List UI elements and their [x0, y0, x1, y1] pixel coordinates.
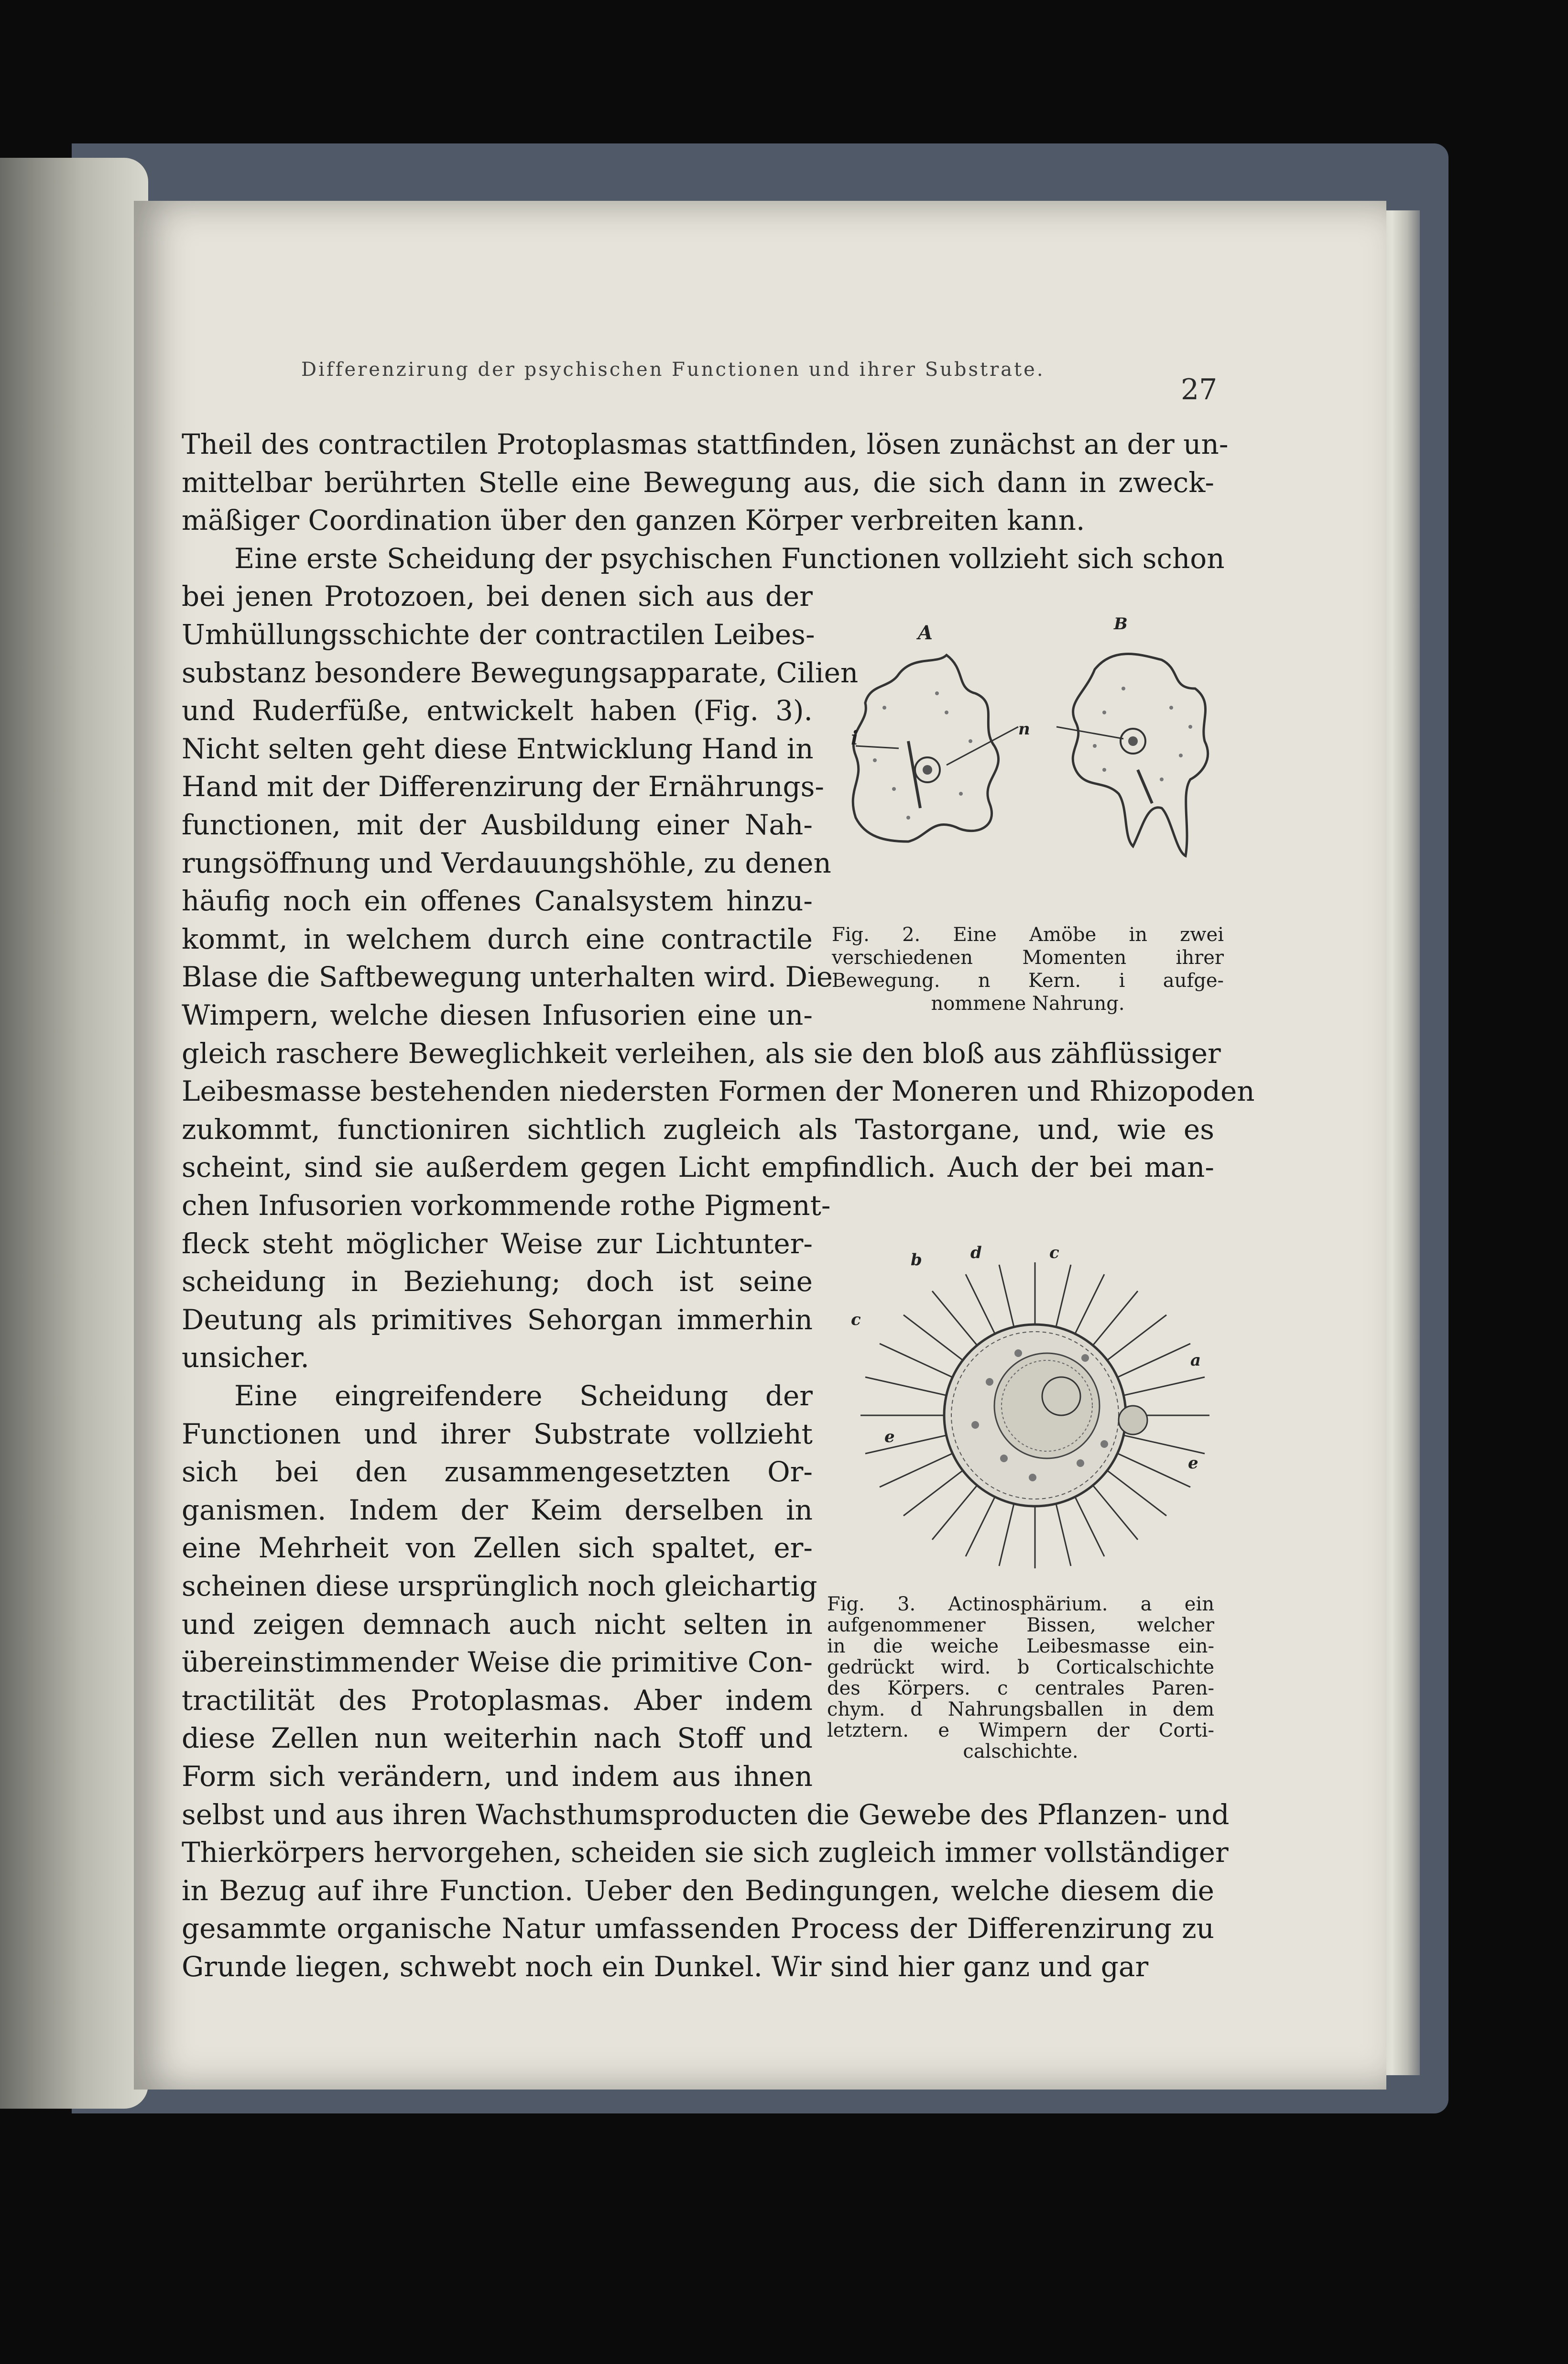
text-line: Eine eingreifendere Scheidung der	[234, 1379, 813, 1412]
text-line: sich bei den zusammengesetzten Or-	[182, 1456, 813, 1488]
text-line: Thierkörpers hervorgehen, scheiden sie sich zugleich immer vollständiger	[182, 1836, 1229, 1869]
page-number: 27	[1181, 373, 1218, 406]
fig3-label-e-left: e	[884, 1427, 895, 1446]
text-line: Form sich verändern, und indem aus ihnen	[182, 1760, 813, 1793]
text-line: Blase die Saftbewegung unterhalten wird. Die	[182, 961, 833, 994]
text-line: und zeigen demnach auch nicht selten in	[182, 1608, 813, 1641]
text-line: Deutung als primitives Sehorgan immerhin	[182, 1303, 813, 1336]
text-line: Grunde liegen, schwebt noch ein Dunkel. Wir sind hier ganz und gar	[182, 1950, 1149, 1983]
fig3-caption-line: letztern. e Wimpern der Corti-	[827, 1719, 1214, 1741]
text-line: in Bezug auf ihre Function. Ueber den Bedingungen, welche diesem die	[182, 1874, 1214, 1907]
fig3-label-a: a	[1190, 1351, 1201, 1370]
running-head: Differenzirung der psychischen Functionen und ihrer Substrate.	[301, 359, 1045, 381]
text-line: scheidung in Beziehung; doch ist seine	[182, 1265, 813, 1298]
fig3-label-e-right: e	[1188, 1454, 1198, 1473]
amoeba-b-outline	[1073, 654, 1208, 856]
text-line: Eine erste Scheidung der psychischen Functionen vollzieht sich schon	[234, 542, 1225, 575]
text-line: gesammte organische Natur umfassenden Process der Differenzirung zu	[182, 1912, 1214, 1945]
fig2-label-b: B	[1114, 614, 1128, 634]
text-line: Umhüllungsschichte der contractilen Leibes-	[182, 618, 815, 651]
fig2-label-a: A	[918, 622, 933, 644]
fig3-label-d: d	[970, 1243, 982, 1262]
fig2-caption-line: verschiedenen Momenten ihrer	[832, 947, 1224, 969]
fig3-label-b: b	[911, 1250, 922, 1270]
text-line: rungsöffnung und Verdauungshöhle, zu denen	[182, 846, 831, 879]
text-line: kommt, in welchem durch eine contractile	[182, 922, 813, 955]
fig3-caption-line: in die weiche Leibesmasse ein-	[827, 1635, 1214, 1657]
text-line: eine Mehrheit von Zellen sich spaltet, er-	[182, 1532, 813, 1565]
figure-2-amoeba-drawing	[837, 636, 1233, 923]
text-line: fleck steht möglicher Weise zur Lichtunter-	[182, 1227, 813, 1260]
text-line: diese Zellen nun weiterhin nach Stoff und	[182, 1722, 813, 1755]
text-line: substanz besondere Bewegungsapparate, Cilien	[182, 656, 859, 689]
fig2-caption-line: nommene Nahrung.	[931, 993, 1125, 1015]
text-line: Hand mit der Differenzirung der Ernährungs-	[182, 770, 824, 803]
fig2-label-n: n	[1018, 720, 1030, 739]
text-line: scheinen diese ursprünglich noch gleichartig	[182, 1570, 817, 1602]
text-line: häufig noch ein offenes Canalsystem hinzu-	[182, 885, 813, 918]
text-line: scheint, sind sie außerdem gegen Licht empfindlich. Auch der bei man-	[182, 1151, 1214, 1184]
fig3-caption-line: des Körpers. c centrales Paren-	[827, 1677, 1214, 1699]
text-line: Wimpern, welche diesen Infusorien eine un-	[182, 999, 813, 1031]
text-line: übereinstimmender Weise die primitive Con-	[182, 1646, 813, 1679]
fig3-label-c: c	[1049, 1243, 1059, 1262]
text-line: selbst und aus ihren Wachsthumsproducten die Gewebe des Pflanzen- und	[182, 1798, 1230, 1831]
text-line: mäßiger Coordination über den ganzen Körper verbreiten kann.	[182, 504, 1085, 537]
text-line: bei jenen Protozoen, bei denen sich aus der	[182, 580, 813, 613]
fig3-caption-line: Fig. 3. Actinosphärium. a ein	[827, 1593, 1214, 1615]
text-line: Leibesmasse bestehenden niedersten Formen der Moneren und Rhizopoden	[182, 1075, 1255, 1108]
fig3-caption-line: gedrückt wird. b Corticalschichte	[827, 1656, 1214, 1678]
text-line: gleich raschere Beweglichkeit verleihen, als sie den bloß aus zähflüssiger	[182, 1037, 1221, 1070]
fig2-caption-line: Bewegung. n Kern. i aufge-	[832, 970, 1224, 992]
fig3-label-c-left: c	[851, 1310, 861, 1329]
fig3-caption-line: calschichte.	[963, 1740, 1078, 1762]
text-line: Nicht selten geht diese Entwicklung Hand in	[182, 732, 814, 765]
text-line: Theil des contractilen Protoplasmas stattfinden, lösen zunächst an der un-	[182, 428, 1229, 460]
fig2-label-i: i	[851, 727, 859, 749]
fig3-caption-line: chym. d Nahrungsballen in dem	[827, 1698, 1214, 1720]
text-line: ganismen. Indem der Keim derselben in	[182, 1493, 813, 1526]
text-line: Functionen und ihrer Substrate vollzieht	[182, 1417, 813, 1450]
fig3-caption-line: aufgenommener Bissen, welcher	[827, 1614, 1214, 1636]
left-page-edge	[0, 158, 148, 2109]
text-line: mittelbar berührten Stelle eine Bewegung aus, die sich dann in zweck-	[182, 466, 1214, 499]
text-line: chen Infusorien vorkommende rothe Pigment-	[182, 1189, 831, 1222]
text-line: functionen, mit der Ausbildung einer Nah-	[182, 809, 813, 841]
text-line: tractilität des Protoplasmas. Aber indem	[182, 1684, 813, 1717]
fig2-caption-line: Fig. 2. Eine Amöbe in zwei	[832, 924, 1224, 946]
text-line: zukommt, functioniren sichtlich zugleich als Tastorgane, und, wie es	[182, 1113, 1214, 1146]
text-line: unsicher.	[182, 1341, 309, 1374]
text-line: und Ruderfüße, entwickelt haben (Fig. 3).	[182, 694, 813, 727]
figure-3-actinosphaerium-drawing	[846, 1262, 1224, 1568]
